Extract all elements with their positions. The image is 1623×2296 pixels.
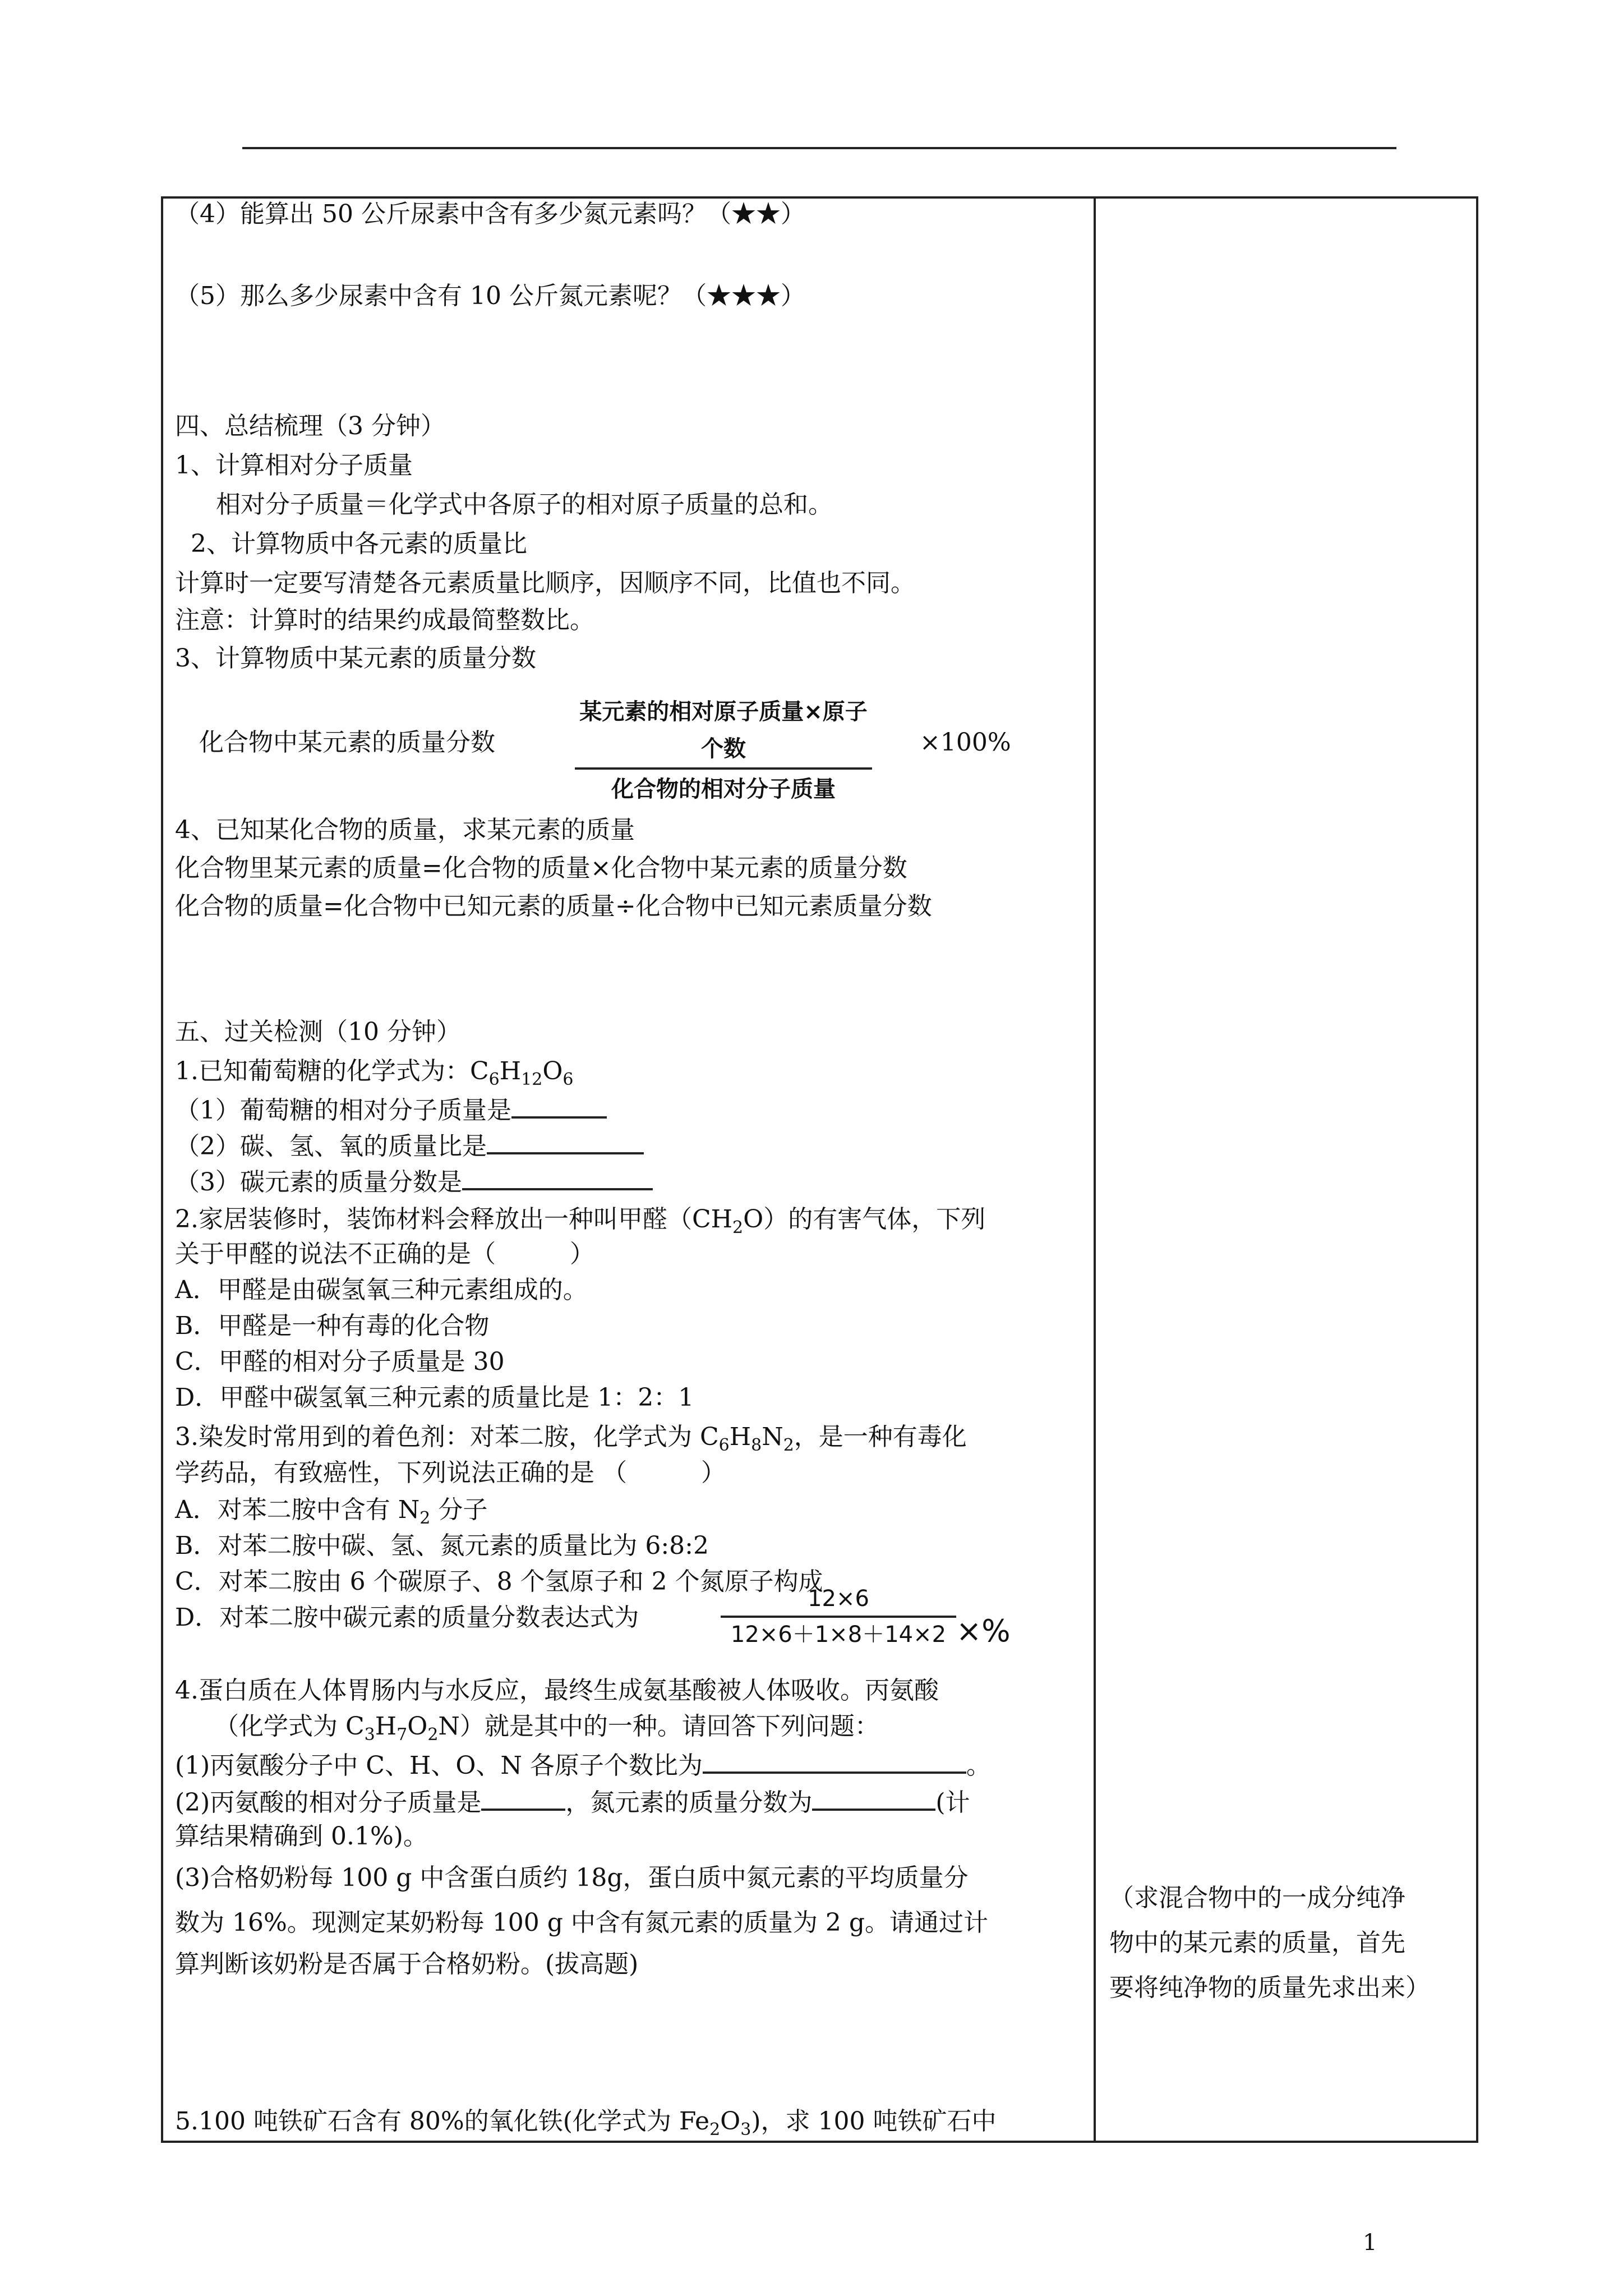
question-4: （4）能算出 50 公斤尿素中含有多少氮元素吗？（★★） — [175, 200, 805, 228]
summary-4: 4、已知某化合物的质量，求某元素的质量 — [175, 816, 635, 844]
answer-blank[interactable] — [812, 1784, 935, 1811]
section-4-title: 四、总结梳理（3 分钟） — [175, 412, 445, 440]
formula-numerator: 某元素的相对原子质量×原子个数 — [575, 693, 872, 770]
problem-4-part-2-text-d: 算结果精确到 0.1%)。 — [175, 1822, 428, 1851]
problem-1-part-3-text: （3）碳元素的质量分数是 — [175, 1168, 462, 1197]
subscript: 2 — [732, 1217, 744, 1237]
problem-3-option-a-text: A．对苯二胺中含有 N — [175, 1496, 420, 1524]
problem-2-text-a: 2.家居装修时，装饰材料会释放出一种叫甲醛（CH — [175, 1205, 733, 1234]
summary-4-text-a: 化合物里某元素的质量=化合物的质量×化合物中某元素的质量分数 — [175, 854, 907, 882]
fraction-denominator: 12×6＋1×8＋14×2 — [730, 1622, 947, 1648]
summary-4-text-b: 化合物的质量=化合物中已知元素的质量÷化合物中已知元素质量分数 — [175, 892, 932, 921]
fraction-numerator: 12×6 — [721, 1582, 956, 1618]
summary-2-text: 计算时一定要写清楚各元素质量比顺序，因顺序不同，比值也不同。 — [175, 569, 915, 597]
problem-3-option-a-tail: 分子 — [430, 1496, 488, 1524]
section-5-title: 五、过关检测（10 分钟） — [175, 1018, 461, 1046]
problem-5-text-a: 5.100 吨铁矿石含有 80%的氧化铁(化学式为 — [175, 2107, 679, 2136]
question-5: （5）那么多少尿素中含有 10 公斤氮元素呢？（★★★） — [175, 282, 805, 310]
problem-2-option-b: B．甲醛是一种有毒的化合物 — [175, 1312, 490, 1340]
glucose-formula: $C_6H_{12}O_6$ — [469, 1057, 574, 1089]
problem-2-text-b: O）的有害气体，下列 — [743, 1205, 986, 1234]
problem-4-part-3-c: 算判断该奶粉是否属于合格奶粉。(拔高题) — [175, 1950, 639, 1978]
problem-4-text-a: 4.蛋白质在人体胃肠内与水反应，最终生成氨基酸被人体吸收。丙氨酸 — [175, 1676, 939, 1705]
problem-3-text-b: ，是一种有毒化 — [794, 1423, 967, 1451]
answer-blank[interactable] — [511, 1092, 607, 1119]
problem-3-option-d: D．对苯二胺中碳元素的质量分数表达式为 — [175, 1603, 639, 1632]
problem-4-part-2-text-b: ，氮元素的质量分数为 — [565, 1788, 813, 1817]
iron-oxide-formula: $Fe_2O_3$ — [679, 2107, 751, 2139]
answer-blank[interactable] — [703, 1747, 966, 1774]
problem-1-part-1 — [175, 1092, 607, 1128]
problem-4-part-1 — [175, 1747, 991, 1783]
side-note-line-2: 物中的某元素的质量，首先 — [1109, 1929, 1405, 1957]
problem-4-part-2-text-a: (2)丙氨酸的相对分子质量是 — [175, 1788, 482, 1817]
fraction-tail: ×% — [956, 1613, 1011, 1649]
mass-fraction-formula — [575, 693, 872, 809]
summary-3: 3、计算物质中某元素的质量分数 — [175, 644, 536, 673]
problem-4-text-b-post: ）就是其中的一种。请回答下列问题： — [459, 1712, 879, 1741]
summary-2: 2、计算物质中各元素的质量比 — [191, 530, 527, 558]
problem-1 — [175, 1055, 573, 1097]
formula-tail: ×100% — [920, 728, 1011, 757]
side-note-line-3: 要将纯净物的质量先求出来） — [1109, 1973, 1430, 2002]
page-number: 1 — [1363, 2230, 1377, 2256]
formula-denominator: 化合物的相对分子质量 — [611, 776, 836, 802]
alanine-formula: $C_3H_7O_2N$ — [345, 1712, 460, 1745]
side-note-line-1: （求混合物中的一成分纯净 — [1109, 1884, 1405, 1912]
carbon-fraction-formula — [721, 1582, 956, 1651]
summary-1: 1、计算相对分子质量 — [175, 451, 413, 480]
problem-2-option-d: D．甲醛中碳氢氧三种元素的质量比是 1：2：1 — [175, 1383, 694, 1412]
problem-5 — [175, 2105, 996, 2147]
column-divider — [1094, 196, 1096, 2143]
header-rule — [242, 147, 1396, 149]
problem-1-part-1-text: （1）葡萄糖的相对分子质量是 — [175, 1096, 511, 1125]
answer-blank[interactable] — [487, 1128, 644, 1154]
problem-5-text-b: )，求 100 吨铁矿石中 — [751, 2107, 997, 2136]
problem-1-text: 1.已知葡萄糖的化学式为： — [175, 1057, 470, 1085]
problem-2-option-c: C．甲醛的相对分子质量是 30 — [175, 1347, 505, 1376]
answer-blank[interactable] — [462, 1163, 653, 1190]
formula-label: 化合物中某元素的质量分数 — [199, 728, 495, 757]
problem-4-part-3-a: (3)合格奶粉每 100 g 中含蛋白质约 18g，蛋白质中氮元素的平均质量分 — [175, 1864, 969, 1892]
problem-4-part-3-b: 数为 16%。现测定某奶粉每 100 g 中含有氮元素的质量为 2 g。请通过计 — [175, 1908, 989, 1937]
problem-4-part-1-text: (1)丙氨酸分子中 C、H、O、N 各原子个数比为 — [175, 1751, 703, 1780]
problem-1-part-2 — [175, 1128, 644, 1163]
problem-1-part-2-text: （2）碳、氢、氧的质量比是 — [175, 1132, 487, 1161]
problem-4-part-2 — [175, 1784, 970, 1820]
summary-1-text: 相对分子质量＝化学式中各原子的相对原子质量的总和。 — [216, 490, 833, 519]
problem-4-text-b — [214, 1710, 879, 1752]
problem-3-option-b: B．对苯二胺中碳、氢、氮元素的质量比为 6:8:2 — [175, 1531, 709, 1560]
problem-3-option-c: C．对苯二胺由 6 个碳原子、8 个氢原子和 2 个氮原子构成 — [175, 1567, 823, 1596]
problem-4-text-b-pre: （化学式为 — [214, 1712, 345, 1741]
p-phenylenediamine-formula: $C_6H_8N_2$ — [699, 1423, 794, 1455]
problem-2-option-a: A．甲醛是由碳氢氧三种元素组成的。 — [175, 1276, 588, 1304]
problem-4-part-2-text-c: (计 — [935, 1788, 970, 1817]
problem-2-text-c: 关于甲醛的说法不正确的是（ ） — [175, 1240, 594, 1268]
summary-2-note: 注意：计算时的结果约成最简整数比。 — [175, 606, 594, 634]
answer-blank[interactable] — [481, 1784, 565, 1811]
problem-1-part-3 — [175, 1163, 653, 1199]
subscript: 2 — [419, 1508, 431, 1528]
problem-3-text-a: 3.染发时常用到的着色剂：对苯二胺，化学式为 — [175, 1423, 700, 1451]
problem-3-text-c: 学药品，有致癌性，下列说法正确的是 （ ） — [175, 1458, 726, 1487]
problem-4-part-1-end: 。 — [966, 1751, 991, 1780]
side-note — [1109, 1876, 1468, 2010]
